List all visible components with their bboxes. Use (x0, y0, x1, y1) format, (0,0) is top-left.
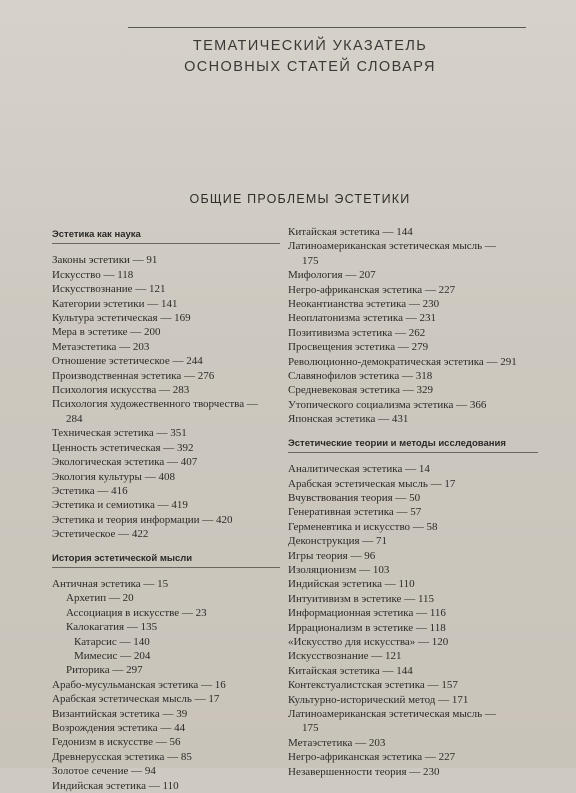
index-entry: Категории эстетики — 141 (52, 297, 178, 310)
right-column (288, 225, 538, 779)
index-entry: Экологическая эстетика — 407 (52, 456, 198, 469)
index-entry: Культурно-исторический метод — 171 (288, 693, 469, 706)
index-entry: Изоляционизм — 103 (288, 563, 390, 576)
index-entry: Японская эстетика — 431 (288, 413, 409, 426)
page-title-line-2: ОСНОВНЫХ СТАТЕЙ СЛОВАРЯ (184, 59, 436, 75)
index-subentry: Мимесис — 204 (74, 649, 151, 662)
index-entry-continuation: 284 (66, 412, 83, 425)
index-entry: Славянофилов эстетика — 318 (288, 370, 433, 383)
index-entry: Эстетика и семиотика — 419 (52, 499, 188, 512)
index-entry: Арабская эстетическая мысль — 17 (288, 477, 456, 490)
index-entry: Игры теория — 96 (288, 549, 376, 562)
index-entry: Аналитическая эстетика — 14 (288, 463, 430, 476)
index-subentry: Калокагатия — 135 (66, 621, 158, 634)
index-entry: Интуитивизм в эстетике — 115 (288, 592, 435, 605)
index-entry: Искусствознание — 121 (288, 650, 402, 663)
index-entry-continuation: 175 (302, 722, 319, 735)
index-entry: Герменевтика и искусство — 58 (288, 520, 438, 533)
index-entry: Незавершенности теория — 230 (288, 765, 440, 778)
index-entry: Эстетическое — 422 (52, 528, 149, 541)
index-entry: Мера в эстетике — 200 (52, 326, 161, 339)
index-entry: Мифология — 207 (288, 269, 376, 282)
top-divider (128, 27, 526, 28)
index-entry: Психология искусства — 283 (52, 384, 190, 397)
index-entry: Утопического социализма эстетика — 366 (288, 398, 487, 411)
index-entry: Античная эстетика — 15 (52, 577, 169, 590)
index-subentry: Катарсис — 140 (74, 635, 150, 648)
index-entry: Ценность эстетическая — 392 (52, 441, 194, 454)
section-title: ОБЩИЕ ПРОБЛЕМЫ ЭСТЕТИКИ (189, 192, 411, 206)
index-entry: Позитивизма эстетика — 262 (288, 326, 426, 339)
index-entry: Эстетика и теория информации — 420 (52, 513, 233, 526)
index-entry: Информационная эстетика — 116 (288, 607, 446, 620)
index-subentry: Ассоциация в искусстве — 23 (66, 606, 207, 619)
index-entry: Искусство — 118 (52, 268, 134, 281)
left-column (52, 228, 280, 793)
index-entry: Негро-африканская эстетика — 227 (288, 751, 456, 764)
index-entry: Неоплатонизма эстетика — 231 (288, 312, 436, 325)
index-entry: Китайская эстетика — 144 (288, 664, 413, 677)
index-entry: Генеративная эстетика — 57 (288, 506, 422, 519)
index-entry: Метаэстетика — 203 (52, 340, 150, 353)
index-entry: Культура эстетическая — 169 (52, 312, 191, 325)
index-entry: Латиноамериканская эстетическая мысль — (288, 708, 496, 720)
index-entry: Просвещения эстетика — 279 (288, 341, 429, 354)
index-entry: Контекстуалистская эстетика — 157 (288, 679, 458, 692)
subsection-heading-history: История эстетической мысли (52, 552, 280, 568)
index-entry: Революционно-демократическая эстетика — 291 (288, 355, 517, 368)
index-entry: Экология культуры — 408 (52, 470, 175, 483)
index-entry: Неокантианства эстетика — 230 (288, 298, 440, 311)
index-entry: Негро-африканская эстетика — 227 (288, 283, 456, 296)
subsection-heading-aesthetics-as-science: Эстетика как наука (52, 228, 280, 244)
index-entry-continuation: 175 (302, 254, 319, 267)
index-entry: Средневековая эстетика — 329 (288, 384, 434, 397)
index-entry: «Искусство для искусства» — 120 (288, 635, 449, 648)
index-entry: Арабо-мусульманская эстетика — 16 (52, 678, 226, 691)
index-entry: Гедонизм в искусстве — 56 (52, 736, 181, 749)
index-entry: Производственная эстетика — 276 (52, 369, 215, 382)
index-entry: Китайская эстетика — 144 (288, 226, 413, 238)
index-entry: Эстетика — 416 (52, 484, 128, 497)
index-subentry: Архетип — 20 (66, 592, 134, 605)
index-entry: Древнерусская эстетика — 85 (52, 750, 192, 763)
index-entry: Вчувствования теория — 50 (288, 491, 421, 504)
index-entry: Метаэстетика — 203 (288, 736, 386, 749)
index-entry: Деконструкция — 71 (288, 535, 388, 548)
index-entry: Арабская эстетическая мысль — 17 (52, 693, 220, 706)
index-entry: Психология художественного творчества — (52, 398, 258, 411)
index-subentry: Риторика — 297 (66, 664, 143, 677)
index-entry: Индийская эстетика — 110 (52, 779, 179, 792)
index-entry: Индийская эстетика — 110 (288, 578, 415, 591)
index-entry: Византийская эстетика — 39 (52, 707, 188, 720)
page-title-line-1: ТЕМАТИЧЕСКИЙ УКАЗАТЕЛЬ (192, 38, 428, 54)
index-entry: Отношение эстетическое — 244 (52, 355, 203, 368)
index-entry: Искусствознание — 121 (52, 283, 166, 296)
subsection-heading-theories: Эстетические теории и методы исследования (288, 437, 538, 453)
index-entry: Возрождения эстетика — 44 (52, 722, 186, 734)
index-entry: Иррационализм в эстетике — 118 (288, 621, 446, 634)
index-entry: Латиноамериканская эстетическая мысль — (288, 240, 496, 253)
index-entry: Золотое сечение — 94 (52, 765, 156, 778)
index-entry: Законы эстетики — 91 (52, 254, 158, 267)
index-entry: Техническая эстетика — 351 (52, 427, 187, 440)
